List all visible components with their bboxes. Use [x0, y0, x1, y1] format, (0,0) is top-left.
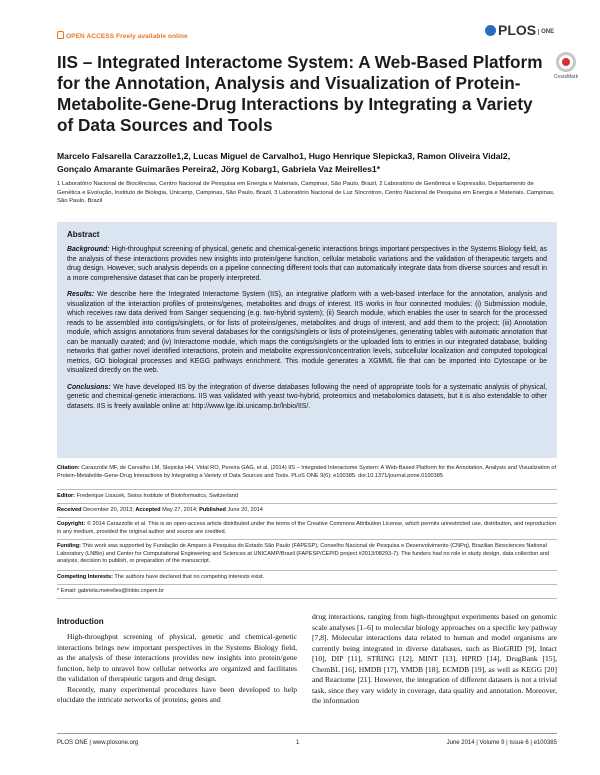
abstract-conclusions: Conclusions: We have developed IIS by the integration of diverse databases following the need of appropriate tools for a systematic analysis of physical, genetic and chemical-genetic interactions. IIS was validated with yeast two-hybrid, proteomics and metabolomics datasets, but it is also extendable to other datasets. IIS is freely available online at: http://www.lge.ibi.unicamp.br/lnbio/IIS/.: [67, 383, 547, 410]
page-number: 1: [296, 740, 300, 746]
abstract-results: Results: We describe here the Integrated Interactome System (IIS), an integrative platform with a web-based interface for the annotation, analysis and visualization of the interaction profiles of proteins/genes, metabolites and drugs of interest. IIS works in four connected modules: (i) Submission module, which receives raw data derived from Sanger sequencing (e.g. two-hybrid system); (ii) Search module, which enables the user to search for the processed reads to be assembled into contigs/singlets, or for lists of proteins/genes, metabolites and drugs of interest, and add them to the project; (iii) Annotation module, which assigns annotations from several databases for the contigs/singlets or lists of proteins/genes, generating tables with automatic annotation that can be manually curated; and (iv) Interactome module, which maps the contigs/singlets or the uploaded lists to entries in our integrated database, building networks that gather novel identified interactions, protein and metabolite expression/concentration levels, subcellular localization and computed topological metrics, GO biological processes and KEGG pathways enrichment. This module generates a XGMML file that can be imported into Cytoscape or be visualized directly on the web.: [67, 291, 547, 374]
journal-logo: PLOS ONE: [485, 22, 554, 38]
copyright: Copyright: © 2014 Carazzolle et al. This is an open-access article distributed under the terms of the Creative Commons Attribution License, which permits unrestricted use, distribution, and reproduction in any medium, provided the original author and source are credited.: [57, 521, 556, 535]
competing-interests: Competing Interests: The authors have declared that no competing interests exist.: [57, 574, 265, 580]
divider: [57, 503, 557, 504]
divider: [57, 489, 557, 490]
right-column: drug interactions, ranging from high-throughput experiments based on genomic scale analyses [1–6] to molecular biology approaches on a specific key pathway [7,8]. Molecular interactions data related to human and model organisms are currently being integrated in diverse databases, such as BioGRID [9], Intact [10], DIP [11], STRING [12], MINT [13], HPRD [14], DrugBank [15], ChemBL [16], HMDB [17], YMDB [18], ECMDB [19], as well as KEGG [20] and Reactome [21]. However, the integration of different datasets is not a trivial task, since they vary widely in coverage, data quality and annotation. Moreover, the information: [312, 612, 557, 705]
abstract-heading: Abstract: [67, 230, 100, 239]
abstract-box: [57, 222, 557, 458]
open-lock-icon: [57, 31, 64, 39]
divider: [57, 539, 557, 540]
footer-rule: [57, 733, 557, 734]
paragraph: Recently, many experimental procedures have been developed to help elucidate the intricate networks of proteins, genes and: [57, 684, 297, 704]
footer-journal: PLOS ONE | www.plosone.org: [57, 740, 139, 746]
divider: [57, 598, 557, 599]
left-column: [57, 632, 297, 706]
crossmark-icon: [556, 52, 576, 72]
affiliations: 1 Laboratório Nacional de Biociências, Centro Nacional de Pesquisa em Energia e Materiais, Campinas, São Paulo, Brazil, 2 Laboratório de Genômica e Expressão, Departamento de Genética e Evolução, Instituto de Biologia, Unicamp, Campinas, São Paulo, Brazil, 3 Laboratório Nacional de Luz Síncrotron, Centro Nacional de Pesquisa em Energia e Materiais, Campinas, São Paulo, Brazil: [57, 181, 555, 205]
divider: [57, 584, 557, 585]
citation: Citation: Carazzolle MF, de Carvalho LM, Slepicka HH, Vidal RO, Pereira GAG, et al. (2014) IIS – Integrated Interactome System: A Web-Based Platform for the Annotation, Analysis and Visualization of Protein-Metabolite-Gene-Drug Interactions by Integrating a Variety of Data Sources and Tools. PLoS ONE 9(6): e100385. doi:10.1371/journal.pone.0100385: [57, 465, 557, 479]
open-access-banner: OPEN ACCESS Freely available online: [57, 31, 188, 40]
crossmark-badge[interactable]: CrossMark: [552, 52, 580, 80]
divider: [57, 570, 557, 571]
divider: [57, 517, 557, 518]
article-title: IIS – Integrated Interactome System: A Web-Based Platform for the Annotation, Analysis and Visualization of Protein-Metabolite-Gene-Drug Interactions by Integrating a Variety of Data Sources and Tools: [57, 52, 543, 135]
footer-issue: June 2014 | Volume 9 | Issue 6 | e100385: [446, 740, 557, 746]
editor: Editor: Frederique Lisacek, Swiss Institute of Bioinformatics, Switzerland: [57, 493, 238, 499]
paragraph: High-throughput screening of physical, genetic and chemical-genetic interactions brings new important perspectives in the Systems Biology field, as the analysis of these interactions provides new insights into protein/gene function, help to unravel how cellular networks are organized and facilitates the validation of therapeutic targets and drug design.: [57, 632, 297, 683]
email[interactable]: * Email: gabriela.meirelles@lnbio.cnpem.br: [57, 588, 165, 594]
section-heading: Introduction: [57, 617, 104, 626]
funding: Funding: This work was supported by Fundação de Amparo à Pesquisa do Estado São Paulo (FAPESP), Conselho Nacional de Pesquisa e Desenvolvimento (CNPq), Brazilian Biosciences National Laboratory (LNBio) and Center for Computational Engineering and Sciences at UNICAMP/Brazil (FAPESP/CEPID project #2013/08293-7). The funders had no role in study design, data collection and analysis, decision to publish, or preparation of the manuscript.: [57, 543, 550, 565]
plos-logo-icon: [485, 25, 496, 36]
author-list: Marcelo Falsarella Carazzolle1,2, Lucas Miguel de Carvalho1, Hugo Henrique Slepicka3, Ramon Oliveira Vidal2, Gonçalo Amarante Guimarães Pereira2, Jörg Kobarg1, Gabriela Vaz Meirelles1*: [57, 151, 511, 174]
abstract-background: Background: High-throughput screening of physical, genetic and chemical-genetic interactions brings important perspectives in the Systems Biology field, as the analysis of these interactions provides new insights into protein/gene function, cellular metabolic variations and the validation of therapeutic targets and drug design. However, such analysis depends on a pipeline connecting different tools that can automatically integrate data from diverse sources and result in a more comprehensive dataset that can be properly interpreted.: [67, 246, 547, 282]
dates: Received December 20, 2013; Accepted May 27, 2014; Published June 20, 2014: [57, 507, 263, 513]
